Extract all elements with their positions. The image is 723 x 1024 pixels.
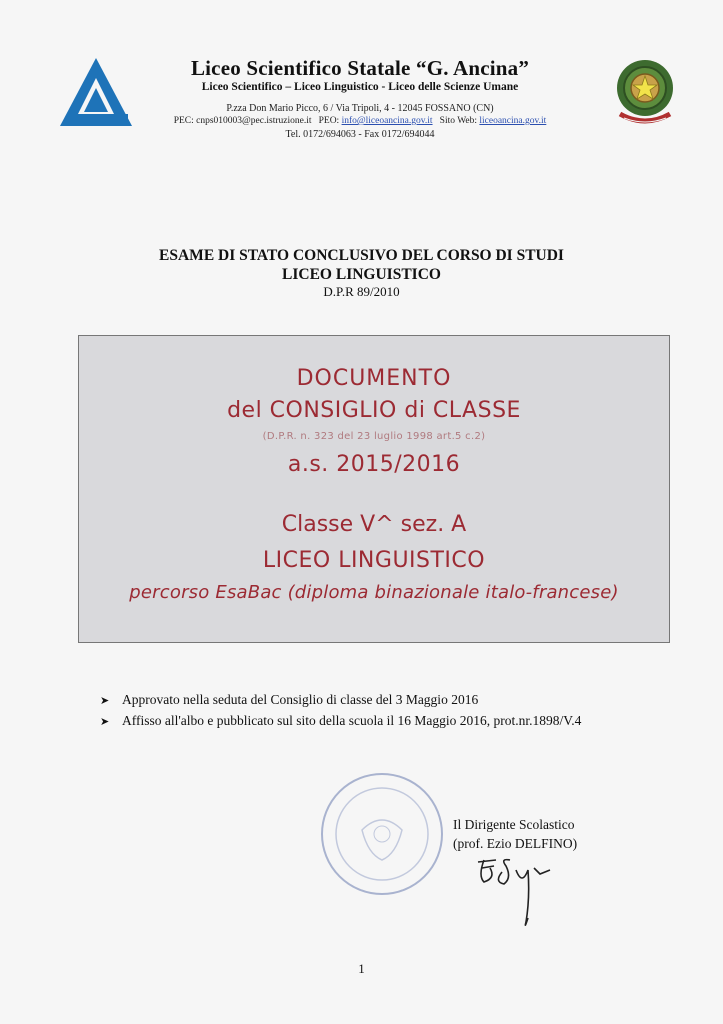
exam-title-line1: ESAME DI STATO CONCLUSIVO DEL CORSO DI STUDI	[159, 247, 564, 264]
school-subtitle: Liceo Scientifico – Liceo Linguistico - Liceo delle Scienze Umane	[201, 81, 519, 93]
handwritten-signature-icon	[470, 848, 570, 930]
box-school-year: a.s. 2015/2016	[287, 452, 461, 477]
website-link[interactable]: liceoancina.gov.it	[479, 116, 547, 126]
address-line: P.zza Don Mario Picco, 6 / Via Tripoli, 4 - 12045 FOSSANO (CN)	[226, 103, 494, 114]
signer-name: (prof. Ezio DELFINO)	[453, 836, 578, 851]
decree-reference: D.P.R 89/2010	[323, 284, 400, 299]
approval-list	[100, 690, 581, 732]
exam-title-line2: LICEO LINGUISTICO	[282, 266, 441, 283]
box-document-title: DOCUMENTO	[296, 366, 452, 391]
contacts-line	[130, 116, 590, 126]
page-number: 1	[358, 961, 365, 976]
school-name: Liceo Scientifico Statale “G. Ancina”	[190, 56, 530, 80]
bullet-arrow-icon: ➤	[100, 716, 110, 728]
box-law-reference: (D.P.R. n. 323 del 23 luglio 1998 art.5 c.2)	[262, 431, 486, 442]
school-logo-icon	[58, 56, 134, 128]
document-title-box	[78, 335, 670, 643]
pec-address: cnps010003@pec.istruzione.it	[196, 116, 312, 126]
bullet-arrow-icon: ➤	[100, 695, 110, 707]
peo-label: PEO:	[318, 116, 340, 126]
publication-text: Affisso all'albo e pubblicato sul sito della scuola il 16 Maggio 2016, prot.nr.1898/V.4	[122, 713, 582, 728]
list-item	[100, 711, 581, 732]
phone-line: Tel. 0172/694063 - Fax 0172/694044	[285, 129, 435, 140]
italian-republic-emblem-icon	[610, 54, 680, 128]
box-course-path: percorso EsaBac (diploma binazionale italo-francese)	[129, 582, 619, 603]
signer-role: Il Dirigente Scolastico	[453, 817, 575, 832]
peo-link[interactable]: info@liceoancina.gov.it	[341, 116, 433, 126]
school-stamp-icon	[318, 770, 446, 898]
web-label: Sito Web:	[439, 116, 477, 126]
list-item	[100, 690, 581, 711]
box-class: Classe V^ sez. A	[281, 512, 467, 537]
pec-label: PEC:	[173, 116, 194, 126]
approval-text: Approvato nella seduta del Consiglio di classe del 3 Maggio 2016	[122, 692, 479, 707]
exam-title	[0, 246, 723, 284]
box-course: LICEO LINGUISTICO	[262, 548, 486, 573]
box-council-title: del CONSIGLIO di CLASSE	[227, 398, 521, 423]
